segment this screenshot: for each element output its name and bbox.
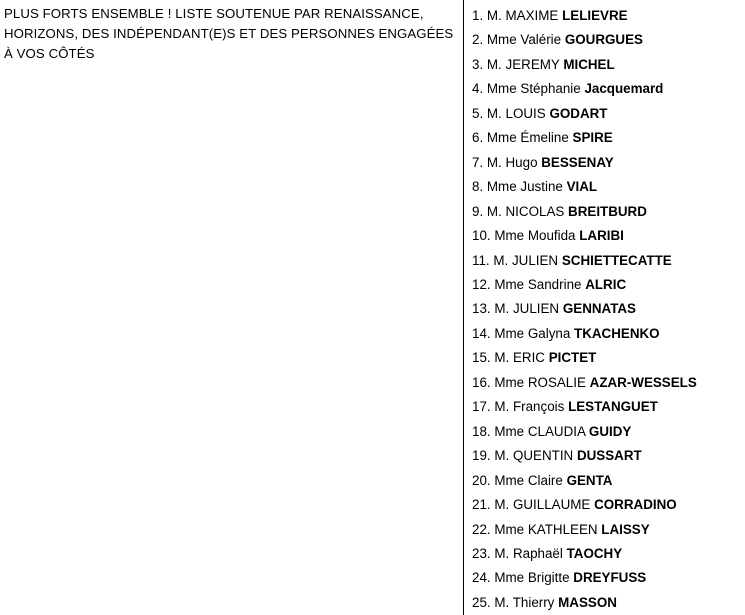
candidate-number: 1.: [472, 8, 484, 23]
list-item: [472, 346, 745, 370]
list-item: [472, 4, 745, 28]
list-item: [472, 102, 745, 126]
candidate-civility: M.: [494, 594, 510, 610]
candidate-firstname: Thierry: [512, 594, 555, 610]
candidate-surname: SPIRE: [572, 130, 613, 146]
list-item: [472, 224, 745, 248]
candidate-number: 3.: [472, 56, 484, 72]
list-item: [472, 273, 745, 297]
candidate-surname: GUIDY: [588, 423, 632, 439]
candidate-surname: BESSENAY: [541, 154, 614, 170]
candidate-number: 20.: [472, 472, 491, 488]
list-item: [472, 249, 745, 273]
candidate-firstname: KATHLEEN: [527, 521, 598, 537]
candidate-firstname: Sandrine: [527, 276, 582, 292]
candidate-civility: Mme: [494, 228, 525, 244]
candidate-civility: M.: [494, 497, 510, 513]
candidate-firstname: CLAUDIA: [527, 423, 586, 439]
candidate-surname: SCHIETTECATTE: [561, 252, 672, 268]
candidate-firstname: MAXIME: [505, 8, 559, 23]
candidate-number: 14.: [472, 325, 491, 341]
list-item: [472, 200, 745, 224]
candidates-list: [464, 0, 745, 615]
candidate-surname: GENTA: [566, 472, 613, 488]
candidate-surname: AZAR-WESSELS: [589, 374, 697, 390]
candidate-number: 21.: [472, 497, 491, 513]
candidate-surname: DREYFUSS: [573, 570, 647, 586]
candidate-surname: LARIBI: [579, 228, 624, 244]
candidate-number: 4.: [472, 81, 484, 97]
candidate-firstname: GUILLAUME: [512, 497, 591, 513]
candidate-firstname: QUENTIN: [512, 448, 574, 464]
candidate-firstname: ROSALIE: [527, 374, 586, 390]
candidate-surname: Jacquemard: [584, 81, 664, 97]
list-item: [472, 444, 745, 468]
candidate-firstname: NICOLAS: [505, 203, 565, 219]
list-item: [472, 151, 745, 175]
candidate-surname: TAOCHY: [566, 545, 623, 561]
list-title: PLUS FORTS ENSEMBLE ! LISTE SOUTENUE PAR RENAISSANCE, HORIZONS, DES INDÉPENDANT(E)S ET DES PERSONNES ENGAGÉES À VOS CÔTÉS: [4, 6, 454, 62]
list-item: [472, 126, 745, 150]
candidate-firstname: Hugo: [505, 154, 538, 170]
candidate-firstname: JULIEN: [511, 252, 559, 268]
candidate-civility: Mme: [486, 32, 517, 48]
candidates-cell: [464, 0, 745, 615]
candidate-number: 13.: [472, 301, 491, 317]
candidate-firstname: Émeline: [520, 130, 569, 146]
candidate-surname: LESTANGUET: [568, 399, 658, 415]
candidate-civility: Mme: [486, 130, 517, 146]
candidate-surname: VIAL: [566, 179, 598, 195]
candidate-number: 23.: [472, 545, 491, 561]
candidate-surname: GODART: [549, 105, 608, 121]
candidate-firstname: Claire: [527, 472, 563, 488]
candidate-civility: Mme: [494, 521, 525, 537]
candidate-surname: PICTET: [548, 350, 597, 366]
candidate-civility: M.: [494, 301, 510, 317]
candidate-civility: M.: [486, 8, 502, 23]
candidate-civility: M.: [486, 203, 502, 219]
list-item: [472, 469, 745, 493]
candidate-number: 7.: [472, 154, 484, 170]
candidate-civility: M.: [494, 350, 510, 366]
candidate-firstname: Valérie: [520, 32, 562, 48]
list-item: [472, 322, 745, 346]
list-item: [472, 591, 745, 615]
candidate-civility: M.: [493, 252, 509, 268]
candidate-firstname: LOUIS: [505, 105, 546, 121]
candidate-surname: GOURGUES: [564, 32, 643, 48]
list-item: [472, 175, 745, 199]
list-item: [472, 395, 745, 419]
candidate-number: 5.: [472, 105, 484, 121]
candidate-number: 2.: [472, 32, 484, 48]
list-item: [472, 518, 745, 542]
candidate-civility: M.: [486, 154, 502, 170]
candidate-surname: MASSON: [558, 594, 617, 610]
candidate-surname: LAISSY: [601, 521, 650, 537]
list-item: [472, 371, 745, 395]
candidate-number: 16.: [472, 374, 491, 390]
candidate-firstname: JEREMY: [505, 56, 560, 72]
candidate-civility: M.: [494, 448, 510, 464]
list-item: [472, 53, 745, 77]
candidate-civility: Mme: [486, 81, 517, 97]
list-item: [472, 28, 745, 52]
candidate-firstname: Raphaël: [512, 545, 563, 561]
list-item: [472, 297, 745, 321]
candidate-firstname: JULIEN: [512, 301, 560, 317]
candidate-firstname: Galyna: [527, 325, 571, 341]
candidate-surname: DUSSART: [576, 448, 642, 464]
candidate-number: 25.: [472, 594, 491, 610]
candidate-number: 6.: [472, 130, 484, 146]
candidate-surname: CORRADINO: [594, 497, 677, 513]
candidate-civility: Mme: [494, 276, 525, 292]
list-item: [472, 420, 745, 444]
candidate-surname: TKACHENKO: [574, 325, 660, 341]
candidate-civility: Mme: [494, 374, 525, 390]
candidate-civility: Mme: [494, 472, 525, 488]
candidate-firstname: Justine: [520, 179, 563, 195]
candidate-civility: Mme: [494, 325, 525, 341]
candidate-surname: MICHEL: [563, 56, 615, 72]
candidate-number: 19.: [472, 448, 491, 464]
candidate-surname: ALRIC: [585, 276, 627, 292]
candidate-number: 17.: [472, 399, 491, 415]
candidate-number: 24.: [472, 570, 491, 586]
candidate-surname: GENNATAS: [562, 301, 636, 317]
candidate-firstname: Moufida: [527, 228, 576, 244]
list-item: [472, 566, 745, 590]
candidate-civility: M.: [494, 399, 510, 415]
candidate-number: 18.: [472, 423, 491, 439]
candidate-number: 22.: [472, 521, 491, 537]
list-item: [472, 77, 745, 101]
candidate-surname: BREITBURD: [568, 203, 647, 219]
list-item: [472, 493, 745, 517]
candidate-firstname: Stéphanie: [520, 81, 581, 97]
candidate-surname: LELIEVRE: [562, 8, 628, 23]
candidate-number: 12.: [472, 276, 491, 292]
candidate-number: 15.: [472, 350, 491, 366]
list-item: [472, 542, 745, 566]
candidate-civility: Mme: [494, 570, 525, 586]
candidate-civility: Mme: [486, 179, 517, 195]
candidate-firstname: Brigitte: [527, 570, 570, 586]
candidate-number: 11.: [472, 252, 490, 268]
candidate-civility: M.: [486, 56, 502, 72]
candidate-civility: M.: [494, 545, 510, 561]
candidate-number: 8.: [472, 179, 484, 195]
candidate-firstname: ERIC: [512, 350, 545, 366]
candidate-civility: M.: [486, 105, 502, 121]
candidate-number: 9.: [472, 203, 484, 219]
candidate-firstname: François: [512, 399, 565, 415]
candidate-number: 10.: [472, 228, 491, 244]
candidate-civility: Mme: [494, 423, 525, 439]
